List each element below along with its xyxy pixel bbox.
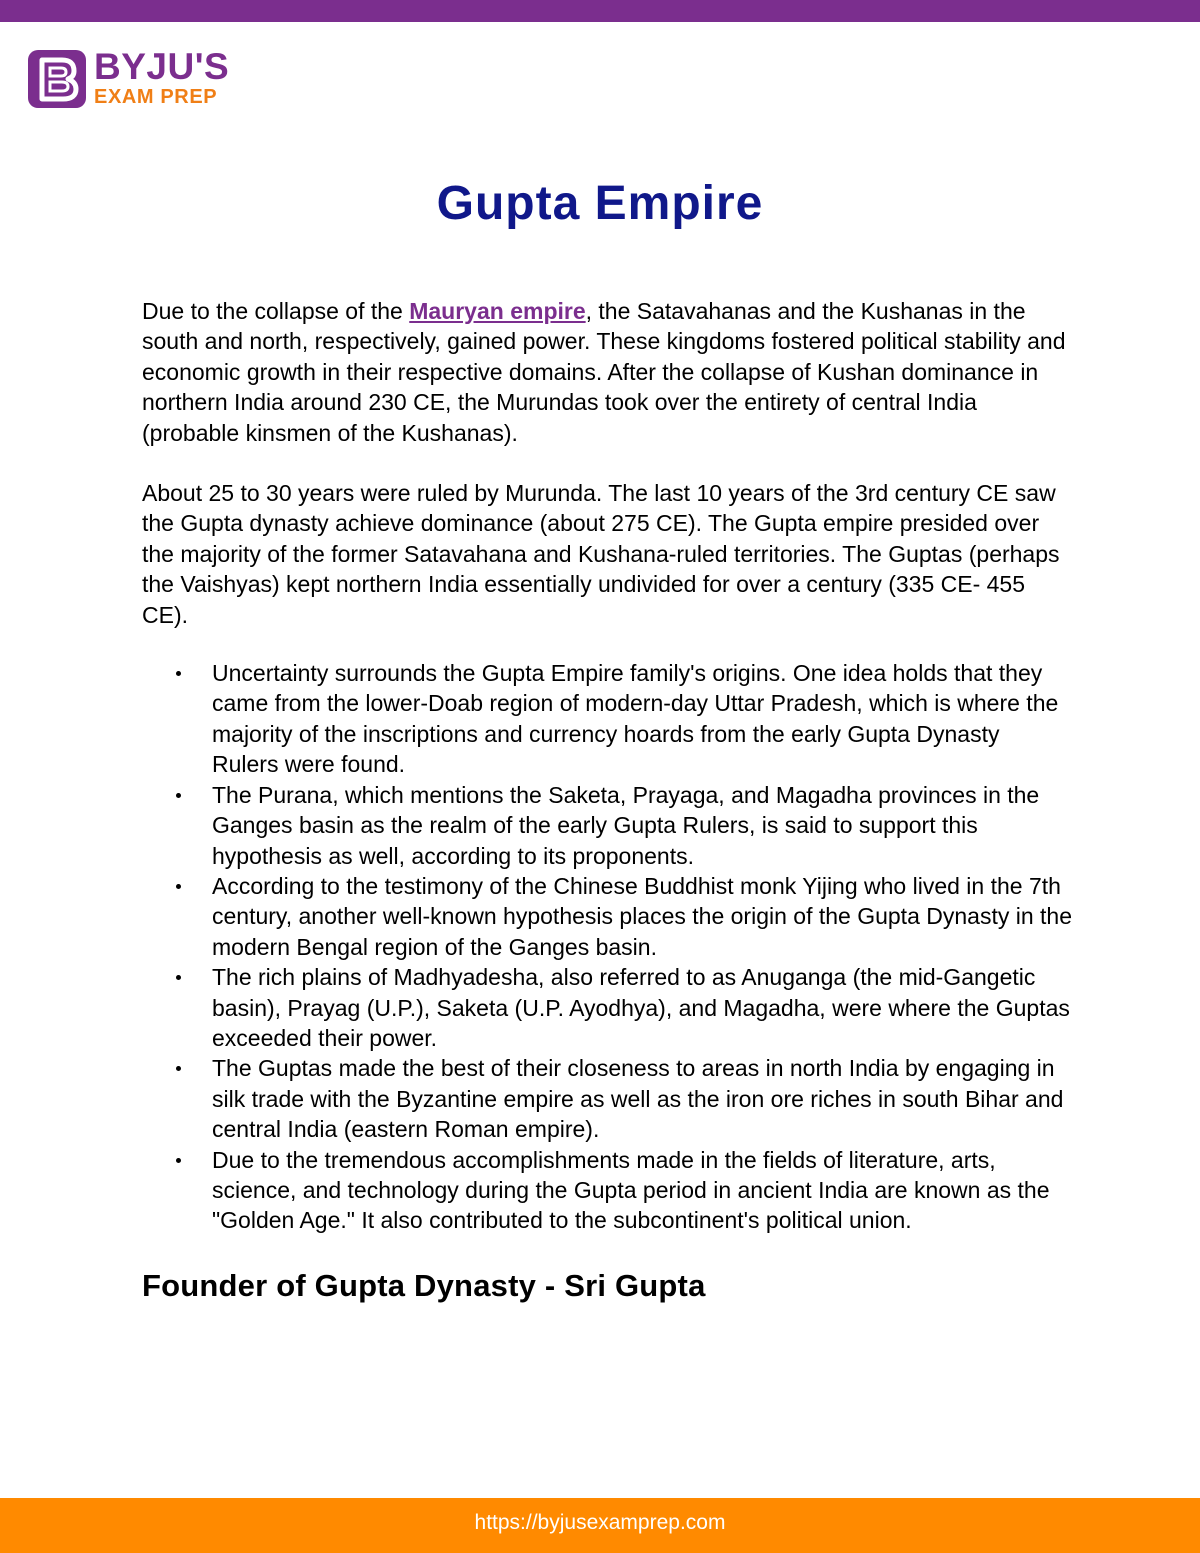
list-item: The Guptas made the best of their closeness to areas in north India by engaging in silk trade with the Byzantine empire as well as the iron ore riches in south Bihar and central India (eastern Roman empire). [212, 1053, 1072, 1144]
logo-tagline: EXAM PREP [94, 86, 218, 108]
section-heading-founder: Founder of Gupta Dynasty - Sri Gupta [142, 1267, 706, 1303]
origins-bullet-list [142, 658, 1072, 1236]
list-item: The rich plains of Madhyadesha, also referred to as Anuganga (the mid-Gangetic basin), Prayag (U.P.), Saketa (U.P. Ayodhya), and Magadha, were where the Guptas exceeded their power. [212, 962, 1072, 1053]
list-item: The Purana, which mentions the Saketa, Prayaga, and Magadha provinces in the Ganges basin as the realm of the early Gupta Rulers, is said to support this hypothesis as well, according to its proponents. [212, 780, 1072, 871]
list-item: According to the testimony of the Chinese Buddhist monk Yijing who lived in the 7th century, another well-known hypothesis places the origin of the Gupta Dynasty in the modern Bengal region of the Ganges basin. [212, 871, 1072, 962]
footer-bar [0, 1498, 1200, 1553]
byjus-exam-prep-logo[interactable] [28, 46, 268, 114]
mauryan-empire-link[interactable]: Mauryan empire [409, 298, 586, 324]
article-body [142, 296, 1072, 1306]
top-accent-bar [0, 0, 1200, 22]
intro-paragraph [142, 296, 1072, 448]
list-item: Uncertainty surrounds the Gupta Empire family's origins. One idea holds that they came from the lower-Doab region of modern-day Uttar Pradesh, which is where the majority of the inscriptions and currency hoards from the early Gupta Dynasty Rulers were found. [212, 658, 1072, 780]
page-title: Gupta Empire [436, 177, 764, 230]
logo-brand-name: BYJU'S [94, 46, 230, 87]
footer-url-link[interactable]: https://byjusexamprep.com [474, 1511, 726, 1534]
intro-text-after-link: , the Satavahanas and the Kushanas in the south and north, respectively, gained power. These kingdoms fostered political stability and economic growth in their respective domains. After the collapse of Kushan dominance in northern India around 230 CE, the Murundas took over the entirety of central India (probable kinsmen of the Kushanas). [142, 298, 1066, 446]
list-item: Due to the tremendous accomplishments made in the fields of literature, arts, science, and technology during the Gupta period in ancient India are known as the "Golden Age." It also contributed to the subcontinent's political union. [212, 1145, 1072, 1236]
intro-text-before-link: Due to the collapse of the [142, 298, 410, 324]
logo-wordmark [94, 48, 229, 108]
byjus-b-logo-icon [28, 50, 86, 108]
murunda-paragraph: About 25 to 30 years were ruled by Murunda. The last 10 years of the 3rd century CE saw the Gupta dynasty achieve dominance (about 275 CE). The Gupta empire presided over the majority of the former Satavahana and Kushana-ruled territories. The Guptas (perhaps the Vaishyas) kept northern India essentially undivided for over a century (335 CE- 455 CE). [142, 480, 1060, 628]
